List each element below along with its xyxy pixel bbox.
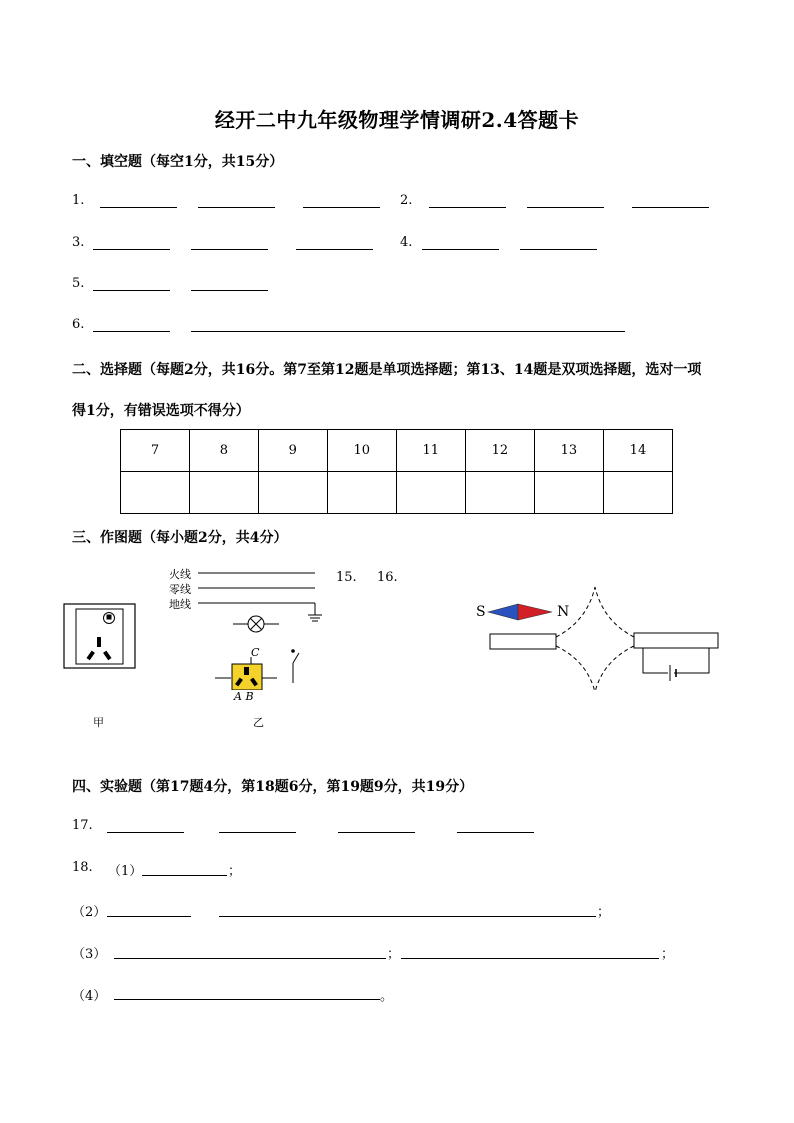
table-header-cell: 14 — [603, 430, 672, 472]
answer-cell-11[interactable] — [396, 472, 465, 514]
table-header-row — [121, 430, 673, 472]
section-experiment-title: 四、实验题（第17题4分，第18题6分，第19题9分，共19分） — [72, 779, 474, 795]
wall-socket-figure — [62, 602, 138, 672]
table-header-cell: 8 — [189, 430, 258, 472]
pole-n-label: N — [557, 604, 570, 620]
table-header-cell: 11 — [396, 430, 465, 472]
q18-label: 18. — [72, 860, 93, 875]
q18-part3-end: ； — [661, 947, 675, 962]
q18-part3-blank-1[interactable] — [114, 958, 386, 959]
q5-blank-2[interactable] — [191, 290, 268, 291]
answer-cell-8[interactable] — [189, 472, 258, 514]
q18-part3-sep: ； — [387, 947, 401, 962]
wire-ground-label: 地线 — [169, 598, 191, 611]
q6-blank-2[interactable] — [191, 331, 625, 332]
q17-label: 17. — [72, 818, 93, 833]
table-header-cell: 12 — [465, 430, 534, 472]
q5-blank-1[interactable] — [93, 290, 170, 291]
q18-part4-blank[interactable] — [114, 999, 380, 1000]
q18-part1-end: ； — [228, 864, 242, 879]
q6-label: 6. — [72, 317, 85, 332]
wire-neutral-label: 零线 — [169, 583, 191, 596]
q18-part1-blank[interactable] — [142, 875, 227, 876]
answer-cell-13[interactable] — [534, 472, 603, 514]
q2-blank-2[interactable] — [527, 207, 604, 208]
q15-label: 15. — [336, 570, 357, 585]
table-header-cell: 13 — [534, 430, 603, 472]
q3-blank-3[interactable] — [296, 249, 373, 250]
q18-part2-blank-1[interactable] — [107, 916, 191, 917]
q18-part1-label: （1） — [108, 864, 143, 879]
q3-blank-2[interactable] — [191, 249, 268, 250]
answer-cell-14[interactable] — [603, 472, 672, 514]
q16-label: 16. — [377, 570, 398, 585]
answer-cell-10[interactable] — [327, 472, 396, 514]
q2-label: 2. — [400, 193, 413, 208]
table-answer-row — [121, 472, 673, 514]
table-header-cell: 10 — [327, 430, 396, 472]
q17-blank-2[interactable] — [219, 832, 296, 833]
section-fill-in-title: 一、填空题（每空1分，共15分） — [72, 154, 284, 170]
q1-label: 1. — [72, 193, 85, 208]
pole-s-label: S — [476, 604, 486, 620]
q4-blank-2[interactable] — [520, 249, 597, 250]
socket-label-c: C — [251, 646, 260, 659]
q4-blank-1[interactable] — [422, 249, 499, 250]
answer-cell-7[interactable] — [121, 472, 190, 514]
q1-blank-1[interactable] — [100, 207, 177, 208]
household-circuit-figure — [195, 565, 330, 690]
q18-part3-blank-2[interactable] — [401, 958, 659, 959]
q2-blank-3[interactable] — [632, 207, 709, 208]
q4-label: 4. — [400, 235, 413, 250]
table-header-cell: 9 — [258, 430, 327, 472]
answer-cell-12[interactable] — [465, 472, 534, 514]
q3-label: 3. — [72, 235, 85, 250]
q18-part3-label: （3） — [72, 947, 107, 962]
q5-label: 5. — [72, 276, 85, 291]
q1-blank-3[interactable] — [303, 207, 380, 208]
q3-blank-1[interactable] — [93, 249, 170, 250]
answer-cell-9[interactable] — [258, 472, 327, 514]
table-header-cell: 7 — [121, 430, 190, 472]
section-drawing-title: 三、作图题（每小题2分，共4分） — [72, 530, 288, 546]
socket-label-ab: A B — [234, 690, 254, 703]
page-title: 经开二中九年级物理学情调研2.4答题卡 — [214, 108, 580, 132]
q18-part2-end: ； — [597, 905, 611, 920]
magnetic-field-figure — [485, 585, 725, 695]
section-choice-title-line1: 二、选择题（每题2分，共16分。第7至第12题是单项选择题；第13、14题是双项选择题，选对一项 — [72, 362, 702, 378]
q18-part2-blank-2[interactable] — [219, 916, 596, 917]
q1-blank-2[interactable] — [198, 207, 275, 208]
section-choice-title-line2: 得1分，有错误选项不得分） — [72, 403, 250, 419]
q17-blank-1[interactable] — [107, 832, 184, 833]
q18-part2-label: （2） — [72, 905, 107, 920]
q18-part4-end: 。 — [380, 989, 394, 1004]
wire-live-label: 火线 — [169, 568, 191, 581]
label-yi: 乙 — [253, 716, 264, 729]
q17-blank-4[interactable] — [457, 832, 534, 833]
q2-blank-1[interactable] — [429, 207, 506, 208]
q17-blank-3[interactable] — [338, 832, 415, 833]
q18-part4-label: （4） — [72, 989, 107, 1004]
choice-answer-table — [120, 429, 673, 514]
label-jia: 甲 — [93, 716, 104, 729]
q6-blank-1[interactable] — [93, 331, 170, 332]
